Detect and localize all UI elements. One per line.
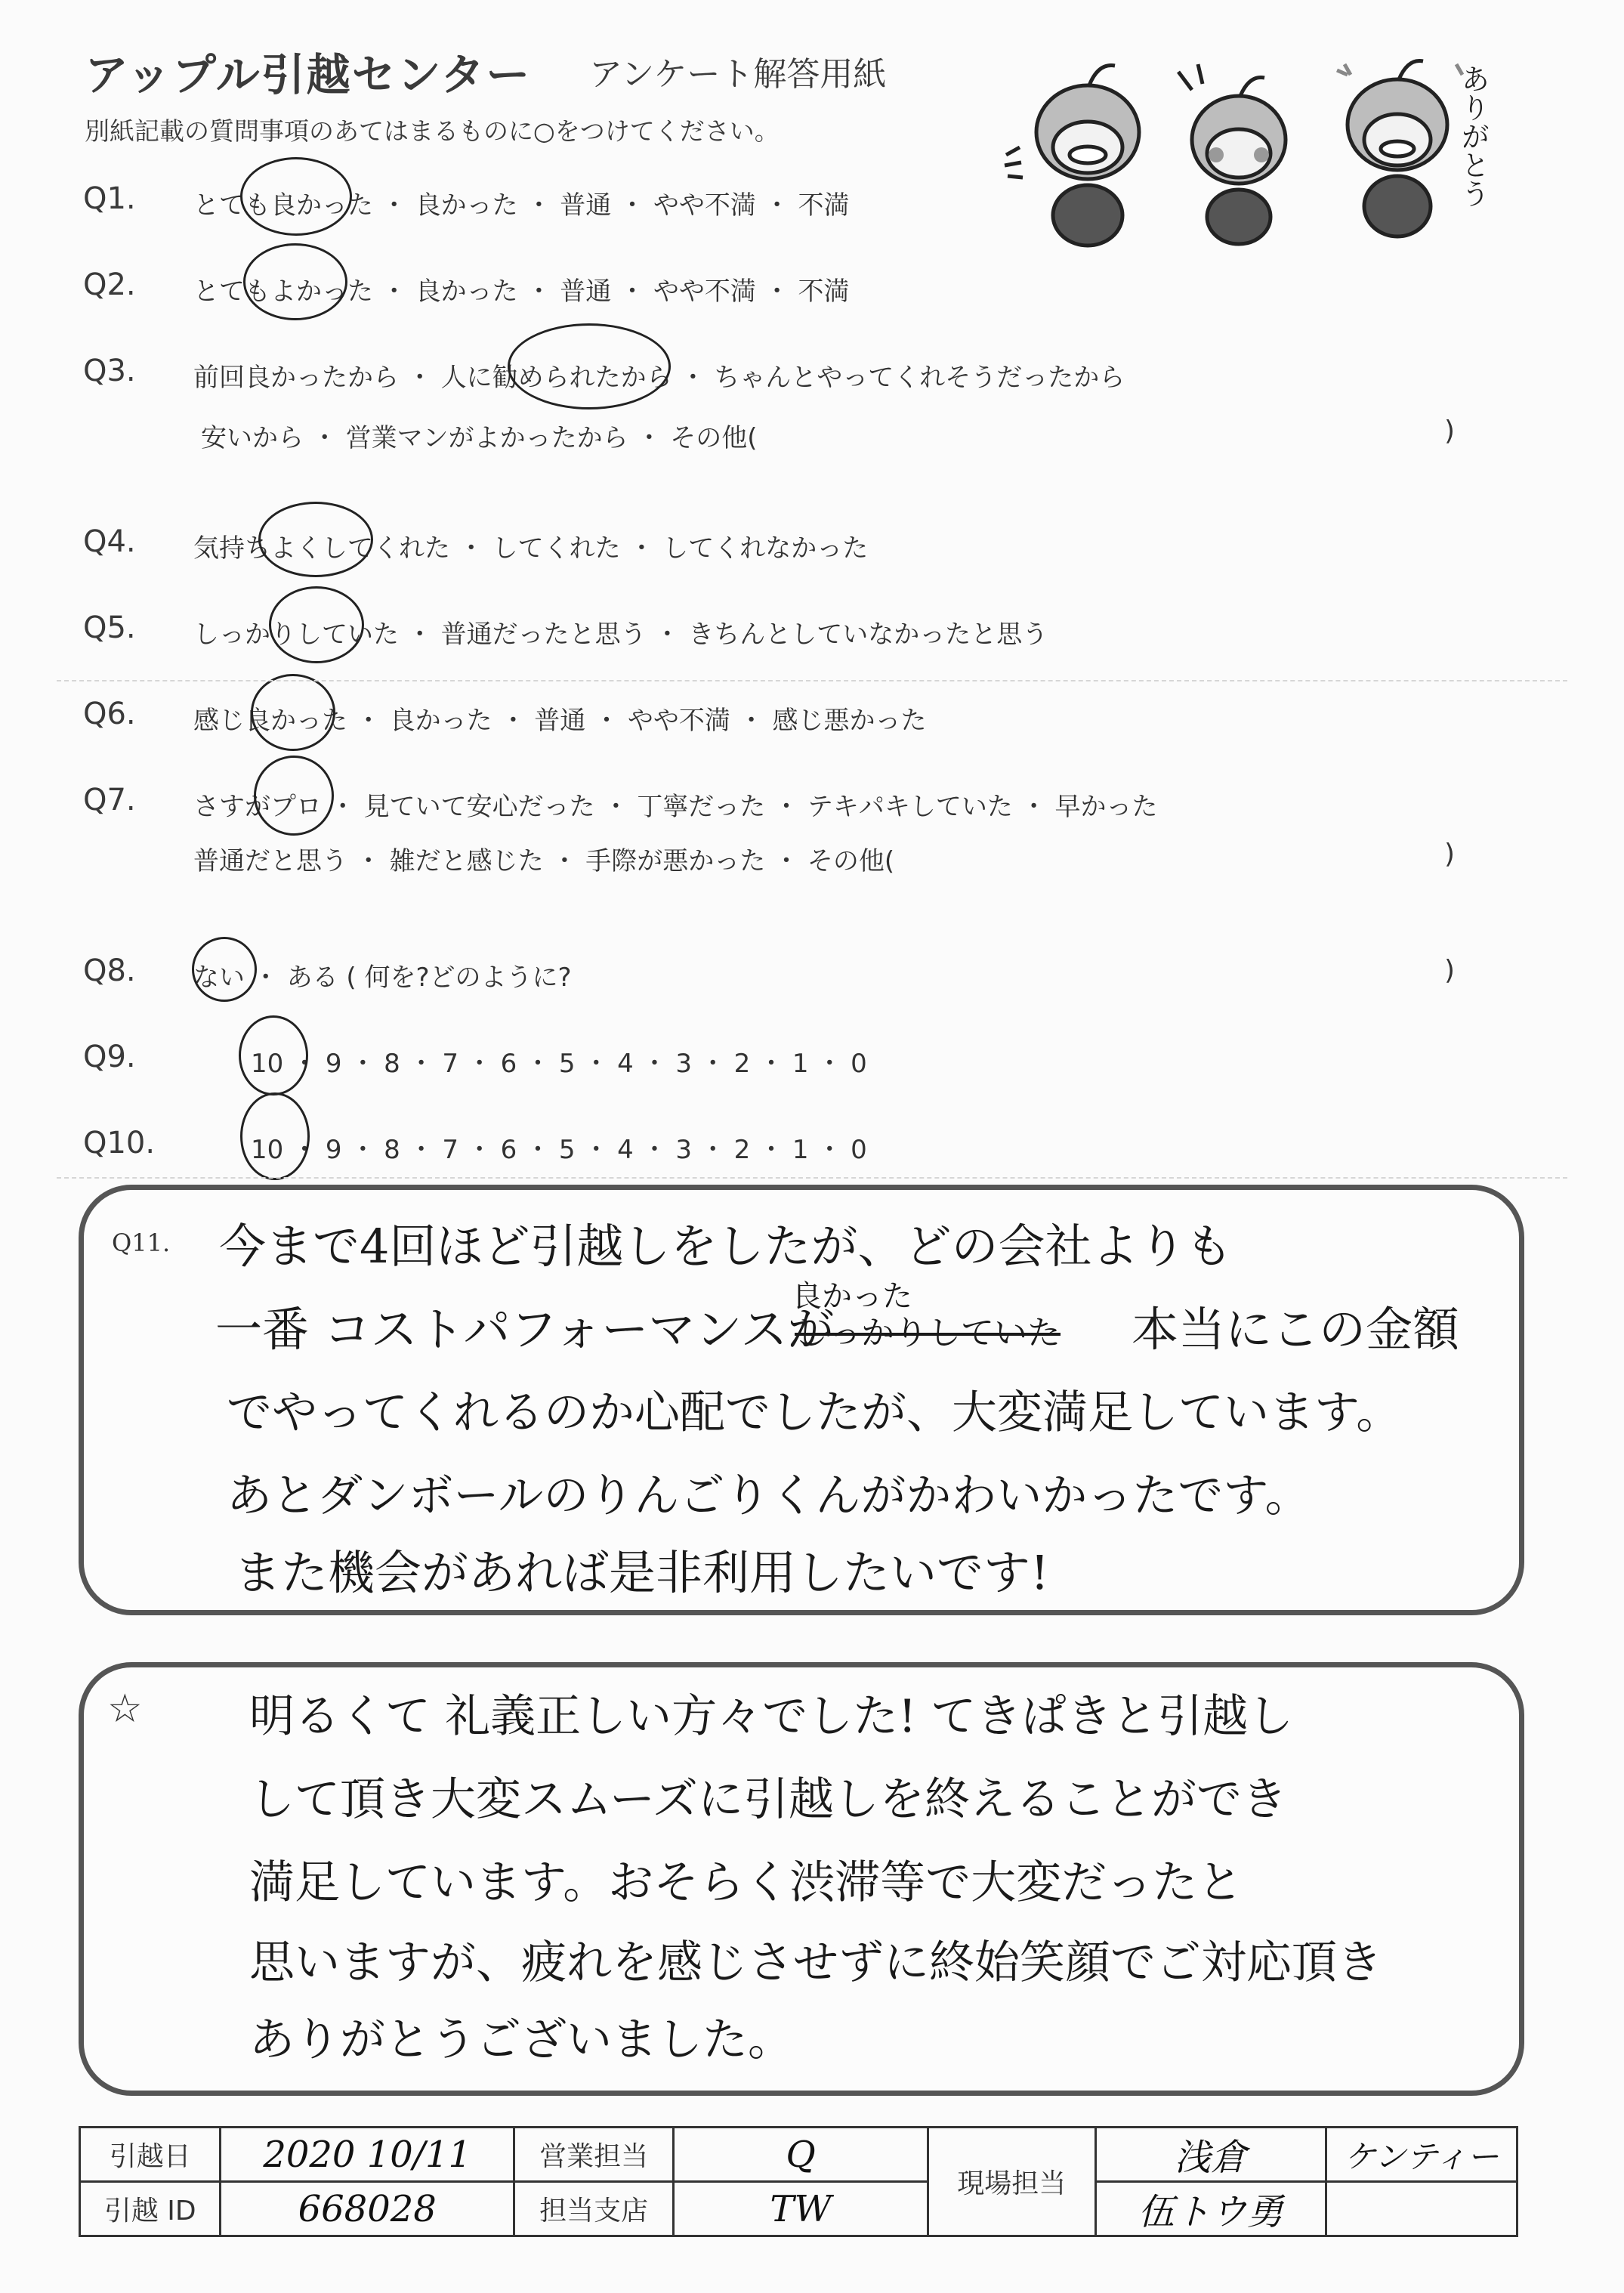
- q9-answer-circle: [239, 1015, 308, 1096]
- move-id-label: 引越 ID: [80, 2182, 221, 2236]
- q4-options: 気持ちよくしてくれた ・ してくれた ・ してくれなかった: [193, 533, 869, 564]
- q9-scale: 10 ・ 9 ・ 8 ・ 7 ・ 6 ・ 5 ・ 4 ・ 3 ・ 2 ・ 1 ・ 0: [251, 1049, 867, 1079]
- move-id-value: 668028: [221, 2182, 514, 2236]
- form-instruction: 別紙記載の質問事項のあてはまるものに○をつけてください。: [85, 116, 780, 146]
- field-staff-3: 伍トウ勇: [1095, 2182, 1326, 2236]
- fold-line-top: [57, 680, 1567, 681]
- q11-answer-line-1: 今まで4回ほど引越しをしたが、どの会社よりも: [219, 1219, 1233, 1274]
- form-subtitle: アンケート解答用紙: [589, 55, 887, 94]
- branch-value: TW: [674, 2182, 928, 2236]
- q11-answer-line-4: あとダンボールのりんごりくんがかわいかったです。: [227, 1469, 1311, 1522]
- mascot-thanks-text: ありがとう: [1456, 64, 1490, 208]
- field-staff-4: [1326, 2182, 1517, 2236]
- move-date-value: 2020 10/11: [221, 2128, 514, 2182]
- comment-line-3: 満足しています。おそらく渋滞等で大変だったと: [249, 1856, 1243, 1909]
- q6-options: 感じ良かった ・ 良かった ・ 普通 ・ やや不満 ・ 感じ悪かった: [193, 706, 927, 736]
- comment-line-5: ありがとうございました。: [249, 2013, 793, 2066]
- star-icon: ☆: [107, 1686, 143, 1732]
- q9-label: Q9.: [83, 1040, 136, 1074]
- q6-answer-circle: [251, 674, 335, 751]
- comment-line-2: して頂き大変スムーズに引越しを終えることができ: [249, 1773, 1287, 1826]
- q10-label: Q10.: [83, 1126, 156, 1160]
- q11-answer-line-5: また機会があれば是非利用したいです!: [234, 1545, 1049, 1600]
- q6-label: Q6.: [83, 697, 136, 731]
- q3-label: Q3.: [83, 354, 136, 388]
- q7-options: さすがプロ ・ 見ていて安心だった ・ 丁寧だった ・ テキパキしていた ・ 早かった: [193, 792, 1158, 822]
- q7-close-paren: ): [1444, 839, 1456, 870]
- move-date-label: 引越日: [80, 2128, 221, 2182]
- q5-answer-circle: [269, 586, 364, 663]
- q5-label: Q5.: [83, 610, 136, 645]
- q1-options: とても良かった ・ 良かった ・ 普通 ・ やや不満 ・ 不満: [193, 190, 850, 221]
- q11-answer-line-2-tail: 本当にこの金額: [1132, 1302, 1460, 1357]
- mascot-right: [1337, 61, 1462, 237]
- fold-line-bottom: [57, 1177, 1567, 1179]
- q11-correction: 良かった: [792, 1279, 912, 1314]
- q3-options: 前回良かったから ・ 人に勧められたから ・ ちゃんとやってくれそうだったから: [193, 363, 1125, 393]
- q5-options: しっかりしていた ・ 普通だったと思う ・ きちんとしていなかったと思う: [193, 620, 1048, 650]
- mascot-illustration: [990, 42, 1511, 253]
- q2-answer-circle: [243, 243, 347, 320]
- q8-options: ない ・ ある ( 何を?どのように?: [193, 963, 572, 993]
- comment-line-4: 思いますが、疲れを感じさせずに終始笑顔でご対応頂き: [249, 1936, 1382, 1989]
- q8-close-paren: ): [1444, 955, 1456, 986]
- q11-answer-line-3: でやってくれるのか心配でしたが、大変満足しています。: [227, 1386, 1402, 1439]
- mascot-middle: [1178, 64, 1286, 244]
- q3-answer-circle: [508, 323, 671, 409]
- field-staff-1: 浅倉: [1095, 2128, 1326, 2182]
- q4-label: Q4.: [83, 524, 136, 559]
- q11-label: Q11.: [112, 1228, 171, 1257]
- q8-answer-circle: [192, 937, 257, 1002]
- q7-label: Q7.: [83, 783, 136, 817]
- q8-label: Q8.: [83, 953, 136, 988]
- q2-options: とてもよかった ・ 良かった ・ 普通 ・ やや不満 ・ 不満: [193, 277, 850, 307]
- q1-label: Q1.: [83, 181, 136, 216]
- q10-answer-circle: [240, 1092, 310, 1180]
- q2-label: Q2.: [83, 267, 136, 302]
- branch-label: 担当支店: [514, 2182, 673, 2236]
- q7-answer-circle: [254, 756, 334, 836]
- q3-close-paren: ): [1444, 416, 1456, 447]
- q1-answer-circle: [240, 157, 352, 236]
- field-staff-2: ケンティー: [1326, 2128, 1517, 2182]
- mascot-left: [1005, 66, 1139, 246]
- field-staff-label: 現場担当: [928, 2128, 1095, 2236]
- q11-answer-line-2: 一番 コストパフォーマンスが: [215, 1302, 835, 1357]
- form-title: アップル引越センター: [85, 49, 532, 100]
- comment-line-1: 明るくて 礼義正しい方々でした! てきぱきと引越し: [249, 1690, 1294, 1743]
- q7-options-line2: 普通だと思う ・ 雑だと感じた ・ 手際が悪かった ・ その他(: [193, 846, 895, 876]
- move-info-table: [79, 2126, 1518, 2237]
- q4-answer-circle: [258, 502, 373, 577]
- sales-label: 営業担当: [514, 2128, 673, 2182]
- sales-value: Q: [674, 2128, 928, 2182]
- q10-scale: 10 ・ 9 ・ 8 ・ 7 ・ 6 ・ 5 ・ 4 ・ 3 ・ 2 ・ 1 ・ 0: [251, 1135, 867, 1165]
- q11-strikethrough: しっかりしていた: [795, 1314, 1061, 1352]
- q3-options-line2: 安いから ・ 営業マンがよかったから ・ その他(: [201, 423, 758, 453]
